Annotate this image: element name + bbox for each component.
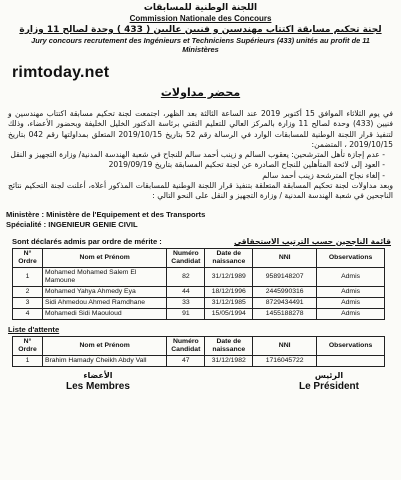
- cell-observation: [317, 355, 385, 366]
- minutes-title: محضر مداولات: [160, 86, 241, 99]
- watermark: rimtoday.net: [12, 64, 110, 81]
- header: [6, 2, 395, 54]
- col-header: NNI: [253, 336, 317, 355]
- cell-order: 3: [13, 297, 43, 308]
- cell-candidate-number: 82: [167, 267, 205, 286]
- col-header: Nom et Prénom: [42, 248, 166, 267]
- commission-title-fr: Commission Nationale des Concours: [129, 14, 272, 23]
- col-header: Observations: [317, 248, 385, 267]
- col-header: Nom et Prénom: [42, 336, 166, 355]
- cell-candidate-number: 91: [167, 308, 205, 319]
- cell-name: Mohamed Yahya Ahmedy Eya: [42, 286, 166, 297]
- cell-nni: 1455188278: [253, 308, 317, 319]
- ministry-label: Ministère: [6, 209, 40, 219]
- table-row: [13, 308, 385, 319]
- specialty-value: : INGENIEUR GENIE CIVIL: [43, 219, 138, 229]
- cell-name: Mohamedi Sidi Maouloud: [42, 308, 166, 319]
- col-header: Numéro Candidat: [167, 248, 205, 267]
- cell-order: 4: [13, 308, 43, 319]
- minutes-body: [6, 109, 395, 202]
- col-header: Date de naissance: [205, 336, 253, 355]
- cell-order: 1: [13, 355, 43, 366]
- cell-birthdate: 18/12/1996: [205, 286, 253, 297]
- cell-name: Sidi Ahmedou Ahmed Ramdhane: [42, 297, 166, 308]
- cell-observation: Admis: [317, 286, 385, 297]
- cell-observation: Admis: [317, 308, 385, 319]
- intro-paragraph: في يوم الثلاثاء الموافق 15 أكتوبر 2019 عند الساعة الثالثة بعد الظهر، اجتمعت لجنة تحكيم مسابقة اكتتاب مهندسين و فنيين (433) وحدة لصالح 11 وزارة بالمركز العالي للتعليم التقني برئاسة الدكتور الخليل الخليفة وبحضور الأعضاء، وذلك لتنفيذ قرار اللجنة الوطنية للمسابقات الوارد في الرسالة رقم 52 بتاريخ 2019/10/15 المتعلق بمداولتها رقم 042 بتاريخ 2019/10/15 ، المتضمن:: [8, 109, 393, 149]
- specialty-label: Spécialité: [6, 219, 42, 229]
- jury-title-fr: Jury concours recrutement des Ingénieurs et Techniciens Supérieurs (433) unités au profit de 11: [31, 36, 370, 45]
- cell-nni: 9589148207: [253, 267, 317, 286]
- waiting-table: [12, 336, 385, 367]
- cell-observation: Admis: [317, 267, 385, 286]
- ministry-block: [6, 210, 395, 230]
- col-header: Observations: [317, 336, 385, 355]
- cell-candidate-number: 33: [167, 297, 205, 308]
- cell-birthdate: 31/12/1985: [205, 297, 253, 308]
- decision-item: - إلغاء نجاح المترشحة زينب أحمد سالم: [8, 171, 385, 181]
- decision-list: [8, 150, 393, 181]
- cell-nni: 8729434491: [253, 297, 317, 308]
- table-row: [13, 355, 385, 366]
- signature-block: [6, 371, 395, 392]
- col-header: Numéro Candidat: [167, 336, 205, 355]
- president-signature: [299, 371, 359, 392]
- cell-nni: 1716045722: [253, 355, 317, 366]
- president-label-fr: Le Président: [298, 380, 359, 392]
- table-header-row: [13, 336, 385, 355]
- col-header: NNI: [253, 248, 317, 267]
- jury-title-fr-cont: Ministères: [182, 45, 219, 54]
- admitted-label: Sont déclarés admis par ordre de mérite :: [12, 236, 162, 246]
- jury-title-ar: لجنة تحكيم مسابقة اكتتاب مهندسين و فنيين عاليين ( 433 ) وحدة لصالح 11 وزارة: [19, 25, 382, 35]
- table-row: [13, 267, 385, 286]
- cell-candidate-number: 47: [167, 355, 205, 366]
- cell-order: 2: [13, 286, 43, 297]
- table-row: [13, 286, 385, 297]
- commission-title-ar: اللجنة الوطنية للمسابقات: [143, 3, 258, 13]
- col-header: Date de naissance: [205, 248, 253, 267]
- members-label-fr: Les Membres: [66, 380, 130, 392]
- cell-candidate-number: 44: [167, 286, 205, 297]
- cell-birthdate: 31/12/1989: [205, 267, 253, 286]
- decision-item: - العود إلى لائحة المتأهلين للنجاح الصادرة عن لجنة تحكيم المسابقة بتاريخ 2019/09/19: [8, 160, 385, 170]
- waiting-list-label: Liste d'attente: [8, 324, 60, 334]
- col-header: N° Ordre: [13, 336, 43, 355]
- admitted-label-ar: قائمة الناجحين حسب الترتيب الاستحقاقي: [233, 236, 391, 246]
- admitted-table: [12, 248, 385, 320]
- cell-name: Brahim Hamady Cheikh Abdy Vall: [42, 355, 166, 366]
- ministry-value: : Ministère de l'Equipement et des Transports: [41, 209, 206, 219]
- president-label-ar: الرئيس: [314, 370, 344, 380]
- table-header-row: [13, 248, 385, 267]
- members-label-ar: الأعضاء: [83, 370, 113, 380]
- cell-observation: Admis: [317, 297, 385, 308]
- cell-name: Mohamed Mohamed Salem El Mamoune: [42, 267, 166, 286]
- cell-nni: 2445990316: [253, 286, 317, 297]
- results-paragraph: وبعد مداولات لجنة تحكيم المسابقة المتعلقة بتنفيذ قرار اللجنة الوطنية للمسابقات المذكور أعلاه، أعلنت لجنة التحكيم نتائج الناجحين في شعبة الهندسة المدنية / وزارة التجهيز و النقل على النحو التالي :: [8, 181, 393, 201]
- cell-birthdate: 31/12/1982: [205, 355, 253, 366]
- decision-item: - عدم إجازة تأهل المترشحين: يعقوب السالم و زينب أحمد سالم للنجاح في شعبة الهندسة المدنية/ وزارة التجهيز و النقل: [8, 150, 385, 160]
- cell-birthdate: 15/05/1994: [205, 308, 253, 319]
- col-header: N° Ordre: [13, 248, 43, 267]
- table-row: [13, 297, 385, 308]
- members-signature: [66, 371, 130, 392]
- cell-order: 1: [13, 267, 43, 286]
